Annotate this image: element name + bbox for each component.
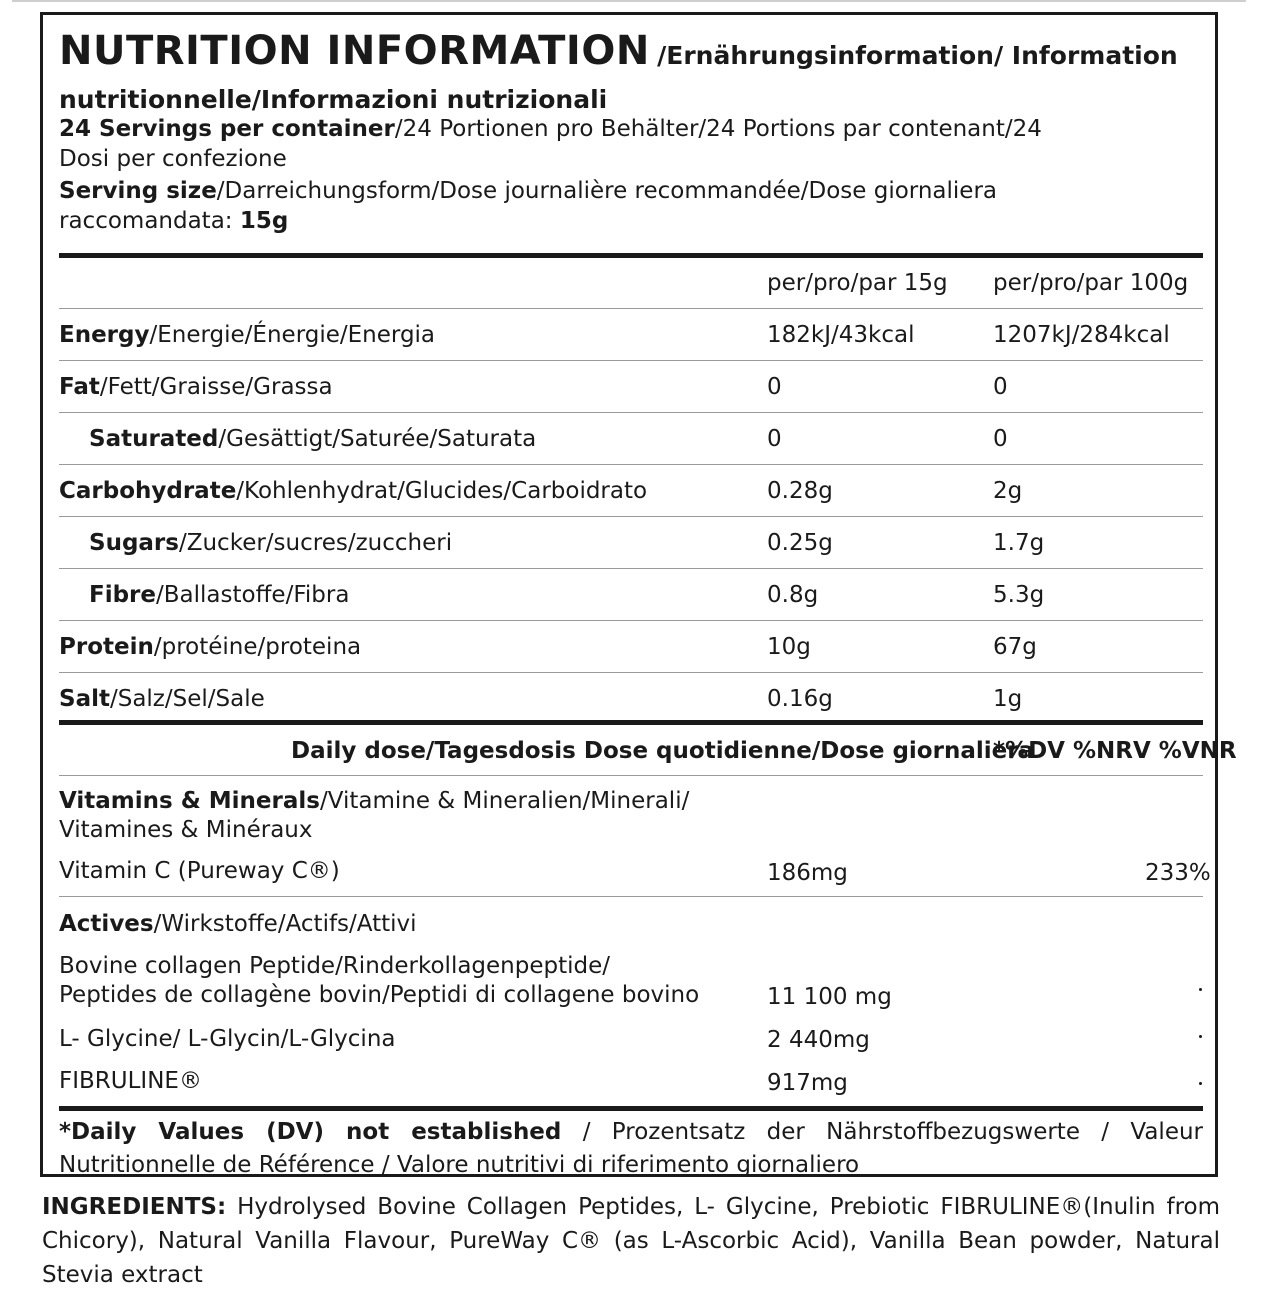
serving-size-line2: [59, 206, 288, 236]
top-rule: [12, 0, 1246, 2]
fibruline-value: 917mg: [767, 1070, 848, 1096]
vitamins-heading-line2: Vitamines & Minéraux: [59, 817, 313, 843]
column-header-100g: per/pro/par 100g: [993, 270, 1189, 296]
no-dv-marker: [1199, 1082, 1202, 1085]
daily-value-label: *%DV %NRV %VNR: [993, 738, 1237, 764]
collagen-value: 11 100 mg: [767, 984, 892, 1010]
row-divider: [59, 464, 1203, 465]
serving-size-value: 15g: [239, 208, 289, 234]
actives-heading-bold: Actives: [59, 911, 154, 937]
row-label-translations: /Salz/Sel/Sale: [109, 686, 265, 712]
row-label-translations: /Ballastoffe/Fibra: [156, 582, 350, 608]
row-sugars-value-100g: 1.7g: [993, 530, 1045, 556]
row-label-bold: Saturated: [89, 426, 219, 452]
title-translations: /Ernährungsinformation/ Information: [657, 41, 1178, 70]
row-divider: [59, 412, 1203, 413]
collagen-label-line2: Peptides de collagène bovin/Peptidi di collagene bovino: [59, 982, 700, 1008]
serving-size-text: raccomandata:: [59, 208, 240, 234]
row-label-bold: Carbohydrate: [59, 478, 237, 504]
row-label-translations: /Gesättigt/Saturée/Saturata: [218, 426, 537, 452]
footnote-bold: *Daily Values (DV) not established: [59, 1119, 562, 1145]
column-header-15g: per/pro/par 15g: [767, 270, 948, 296]
nutrition-panel: [40, 12, 1237, 1178]
row-sugars-label: [89, 528, 452, 558]
servings-line: [59, 114, 1042, 144]
title-line: [59, 29, 1178, 73]
row-label-bold: Protein: [59, 634, 154, 660]
row-saturated-label: [89, 424, 536, 454]
row-salt-value-15g: 0.16g: [767, 686, 833, 712]
row-fibre-label: [89, 580, 349, 610]
vitamins-heading-translations: /Vitamine & Mineralien/Minerali/: [319, 788, 690, 814]
row-carbohydrate-label: [59, 476, 647, 506]
row-energy-value-100g: 1207kJ/284kcal: [993, 322, 1170, 348]
row-divider: [59, 568, 1203, 569]
ingredients-text: Hydrolysed Bovine Collagen Peptides, L- Glycine, Prebiotic FIBRULINE®(Inulin from Chicory), Natural Vanilla Flavour, PureWay C® (as L-Ascorbic Acid), Vanilla Bean powder, Natural Stevia extract: [42, 1194, 1220, 1288]
footnote-text: / Prozentsatz der Nährstoffbezugswerte / Valeur Nutritionnelle de Référence / Valore nutritivi di riferimento giornaliero: [59, 1119, 1204, 1178]
row-label-translations: /protéine/proteina: [153, 634, 362, 660]
servings-translations: /24 Portionen pro Behälter/24 Portions par contenant/24: [394, 116, 1042, 142]
servings-line2: Dosi per confezione: [59, 146, 287, 172]
row-divider: [59, 672, 1203, 673]
footnote: [59, 1116, 1203, 1182]
row-saturated-value-15g: 0: [767, 426, 782, 452]
row-label-translations: /Zucker/sucres/zuccheri: [178, 530, 453, 556]
header-divider: [59, 253, 1203, 258]
row-carbohydrate-value-100g: 2g: [993, 478, 1023, 504]
row-sugars-value-15g: 0.25g: [767, 530, 833, 556]
glycine-value: 2 440mg: [767, 1027, 870, 1053]
actives-heading: [59, 909, 417, 939]
title-translations-line2: nutritionnelle/Informazioni nutrizionali: [59, 85, 608, 114]
row-label-translations: /Kohlenhydrat/Glucides/Carboidrato: [236, 478, 648, 504]
actives-heading-translations: /Wirkstoffe/Actifs/Attivi: [153, 911, 417, 937]
fibruline-label: FIBRULINE®: [59, 1068, 202, 1094]
vitamins-heading: [59, 786, 689, 816]
vitamin-c-label: Vitamin C (Pureway C®): [59, 858, 340, 884]
no-dv-marker: [1199, 988, 1202, 991]
serving-size-line: [59, 176, 997, 206]
row-fat-value-15g: 0: [767, 374, 782, 400]
row-protein-label: [59, 632, 361, 662]
row-divider: [59, 896, 1203, 897]
row-protein-value-15g: 10g: [767, 634, 811, 660]
ingredients: [42, 1190, 1220, 1292]
serving-size-translations: /Darreichungsform/Dose journalière recommandée/Dose giornaliera: [216, 178, 997, 204]
row-label-bold: Energy: [59, 322, 150, 348]
glycine-label: L- Glycine/ L-Glycin/L-Glycina: [59, 1026, 396, 1052]
collagen-label-line1: Bovine collagen Peptide/Rinderkollagenpeptide/: [59, 953, 611, 979]
row-label-bold: Sugars: [89, 530, 179, 556]
row-label-translations: /Fett/Graisse/Grassa: [99, 374, 333, 400]
row-fibre-value-15g: 0.8g: [767, 582, 819, 608]
vitamin-c-dv: 233%: [1145, 860, 1211, 886]
serving-size-label: Serving size: [59, 178, 217, 204]
row-protein-value-100g: 67g: [993, 634, 1037, 660]
row-divider: [59, 516, 1203, 517]
row-label-bold: Fibre: [89, 582, 157, 608]
row-salt-value-100g: 1g: [993, 686, 1023, 712]
ingredients-label: INGREDIENTS:: [42, 1194, 227, 1220]
table-divider: [59, 720, 1203, 725]
row-divider: [59, 775, 1203, 776]
row-divider: [59, 308, 1203, 309]
row-divider: [59, 360, 1203, 361]
row-saturated-value-100g: 0: [993, 426, 1008, 452]
footnote-divider: [59, 1106, 1203, 1111]
row-fibre-value-100g: 5.3g: [993, 582, 1045, 608]
panel-title: NUTRITION INFORMATION: [59, 28, 650, 74]
row-label-translations: /Energie/Énergie/Energia: [149, 322, 436, 348]
vitamin-c-value: 186mg: [767, 860, 848, 886]
no-dv-marker: [1199, 1035, 1202, 1038]
daily-dose-label: Daily dose/Tagesdosis Dose quotidienne/Dose giornaliera: [291, 738, 1035, 764]
row-fat-label: [59, 372, 333, 402]
row-energy-value-15g: 182kJ/43kcal: [767, 322, 915, 348]
row-fat-value-100g: 0: [993, 374, 1008, 400]
row-energy-label: [59, 320, 435, 350]
row-label-bold: Salt: [59, 686, 110, 712]
row-salt-label: [59, 684, 265, 714]
row-divider: [59, 620, 1203, 621]
vitamins-heading-bold: Vitamins & Minerals: [59, 788, 320, 814]
servings-label: 24 Servings per container: [59, 116, 395, 142]
row-carbohydrate-value-15g: 0.28g: [767, 478, 833, 504]
row-label-bold: Fat: [59, 374, 100, 400]
